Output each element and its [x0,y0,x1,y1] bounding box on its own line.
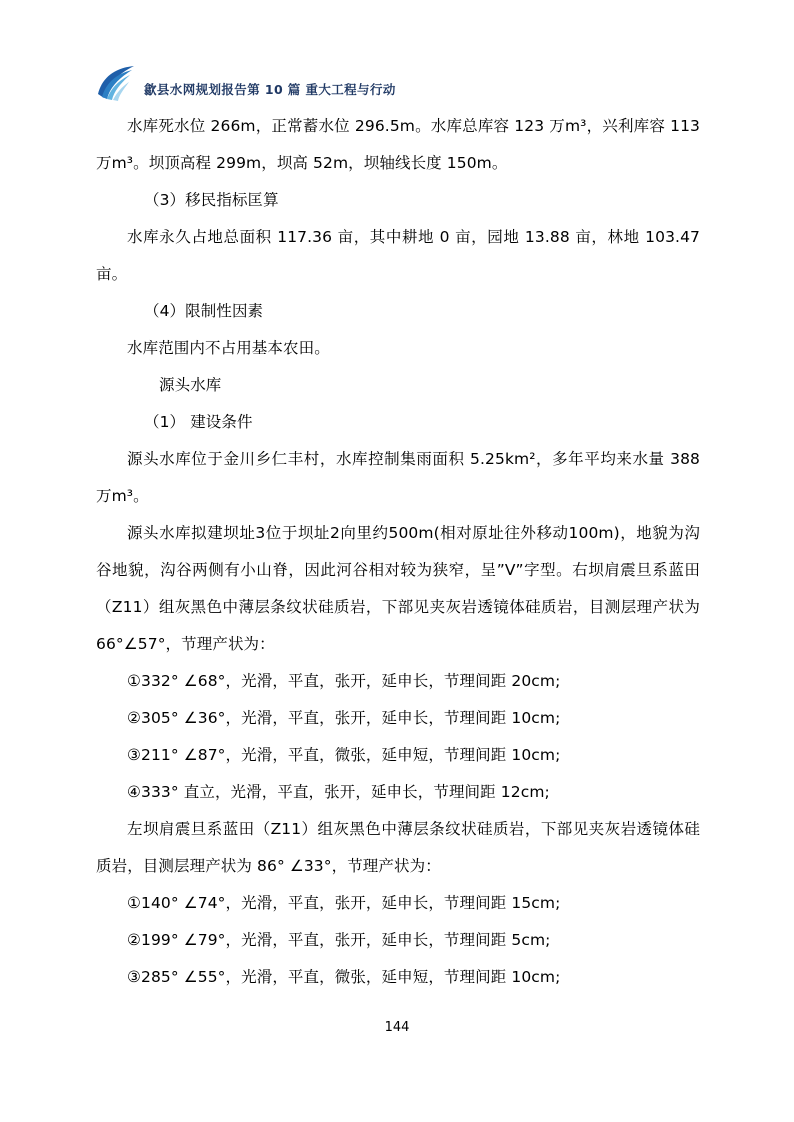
header-title: 歙县水网规划报告第 10 篇 重大工程与行动 [144,81,396,97]
paragraph: 水库永久占地总面积 117.36 亩，其中耕地 0 亩，园地 13.88 亩，林地 103.47 亩。 [96,228,700,283]
paragraph: 水库死水位 266m，正常蓄水位 296.5m。水库总库容 123 万m³，兴利库容 113 万m³。坝顶高程 299m，坝高 52m，坝轴线长度 150m。 [96,117,700,172]
paragraph: （3）移民指标匡算 [144,191,279,209]
document-body [96,108,700,996]
swoosh-logo-icon [96,64,138,102]
paragraph: ①332° ∠68°，光滑，平直，张开，延申长，节理间距 20cm; [127,672,561,690]
paragraph: 左坝肩震旦系蓝田（Z11）组灰黑色中薄层条纹状硅质岩，下部见夹灰岩透镜体硅质岩，目测层理产状为 86° ∠33°，节理产状为： [96,820,700,875]
paragraph: ③285° ∠55°，光滑，平直，微张，延申短，节理间距 10cm; [127,968,561,986]
paragraph: 源头水库拟建坝址3位于坝址2向里约500m(相对原址往外移动100m)，地貌为沟谷地貌，沟谷两侧有小山脊，因此河谷相对较为狭窄，呈”V”字型。右坝肩震旦系蓝田（Z11）组灰黑色中薄层条纹状硅质岩，下部见夹灰岩透镜体硅质岩，目测层理产状为 66°∠57°，节理产状为： [96,524,700,653]
paragraph: 源头水库位于金川乡仁丰村，水库控制集雨面积 5.25km²，多年平均来水量 388 万m³。 [96,450,700,505]
paragraph: ②305° ∠36°，光滑，平直，张开，延申长，节理间距 10cm; [127,709,561,727]
page-number: 144 [384,1020,410,1035]
paragraph: ①140° ∠74°，光滑，平直，张开，延申长，节理间距 15cm; [127,894,561,912]
paragraph: 水库范围内不占用基本农田。 [127,339,330,357]
paragraph: ③211° ∠87°，光滑，平直，微张，延申短，节理间距 10cm; [127,746,561,764]
paragraph: ④333° 直立，光滑，平直，张开，延申长，节理间距 12cm; [127,783,550,801]
paragraph: 源头水库 [159,376,222,394]
paragraph: （1） 建设条件 [144,413,253,431]
page-header [96,60,716,106]
paragraph: （4）限制性因素 [144,302,264,320]
paragraph: ②199° ∠79°，光滑，平直，张开，延申长，节理间距 5cm; [127,931,551,949]
